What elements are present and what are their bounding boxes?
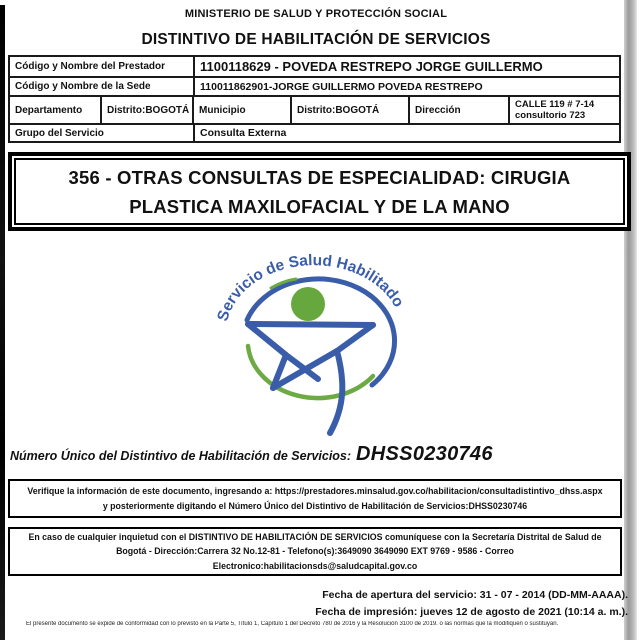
- scan-edge-left: [0, 5, 5, 640]
- direccion-value: [510, 97, 619, 123]
- sede-value: 110011862901-JORGE GUILLERMO POVEDA RESTREPO: [200, 80, 483, 93]
- direccion-value-line2: consultorio 723: [515, 110, 586, 121]
- provider-table: [8, 55, 621, 143]
- service-title-box: [8, 152, 631, 231]
- figure-arms-line: [248, 324, 373, 325]
- verify-line1: Verifique la información de este documento, ingresando a: https://prestadores.minsalud.gov.co/habilitacion/consultadistintivo_dhss.aspx: [27, 486, 603, 496]
- direccion-value-line1: CALLE 119 # 7-14: [515, 99, 595, 110]
- seal-arc-textpath: Servicio de Salud Habilitado: [214, 252, 407, 324]
- table-row-grupo: [10, 125, 619, 141]
- table-row-location: [10, 97, 619, 125]
- contact-box: [8, 527, 622, 576]
- verify-line2: y posteriormente digitando el Número Único del Distintivo de Habilitación de Servicios:DHSS0230746: [102, 500, 528, 511]
- departamento-value: Distrito:BOGOTÁ: [102, 97, 194, 123]
- service-title-line2: PLASTICA MAXILOFACIAL Y DE LA MANO: [129, 195, 510, 217]
- figure-right-shoulder: [337, 325, 373, 351]
- distinctive-number-value: DHSS0230746: [356, 443, 493, 465]
- verify-box: [8, 479, 622, 518]
- contact-line2: Bogotá - Dirección:Carrera 32 No.12-81 - Telefono(s):3649090 3649090 EXT 9769 - 9586 - Correo: [116, 546, 514, 557]
- document-title: DISTINTIVO DE HABILITACIÓN DE SERVICIOS: [141, 31, 491, 48]
- contact-line3: Electronico:habilitacionsds@saludcapital.gov.co: [212, 560, 418, 571]
- sede-label: Código y Nombre de la Sede: [10, 78, 195, 95]
- figure-head: [291, 287, 325, 321]
- print-date: Fecha de impresión: jueves 12 de agosto de 2021 (10:14 a. m.).: [315, 606, 628, 618]
- direccion-label: Dirección: [410, 97, 510, 123]
- distinctive-number-line: [10, 443, 493, 466]
- grupo-value: Consulta Externa: [200, 127, 287, 139]
- table-row-sede: [10, 78, 619, 97]
- habilitado-seal-logo: [195, 246, 445, 441]
- prestador-value: 1100118629 - POVEDA RESTREPO JORGE GUILLERMO: [200, 59, 543, 74]
- prestador-label: Código y Nombre del Prestador: [10, 57, 195, 76]
- contact-line1: En caso de cualquier inquietud con el DISTINTIVO DE HABILITACIÓN DE SERVICIOS comuníquese con la Secretaría Distrital de Salud de: [28, 531, 602, 542]
- service-title-inner-frame: [14, 158, 625, 225]
- service-open-date: Fecha de apertura del servicio: 31 - 07 - 2014 (DD-MM-AAAA).: [322, 589, 628, 601]
- municipio-value: Distrito:BOGOTÁ: [292, 97, 410, 123]
- figure-left-shoulder: [248, 324, 286, 355]
- service-title-line1: 356 - OTRAS CONSULTAS DE ESPECIALIDAD: CIRUGIA: [68, 166, 571, 188]
- distinctive-number-label: Número Único del Distintivo de Habilitación de Servicios:: [10, 449, 352, 463]
- departamento-label: Departamento: [10, 97, 102, 123]
- figure-tail-leg: [330, 351, 342, 433]
- scan-edge-right: [624, 0, 637, 640]
- table-row-prestador: [10, 57, 619, 78]
- ministry-title: MINISTERIO DE SALUD Y PROTECCIÓN SOCIAL: [184, 8, 448, 20]
- legal-footnote: El presente documento se expide de conformidad con lo previsto en la Parte 5, Título 1, Capítulo 1 del Decreto 780 de 2016 y la Resolución 3100 de 2019. o las normas que la modifiquen o sustituyan.: [26, 621, 559, 627]
- grupo-label: Grupo del Servicio: [10, 125, 195, 141]
- municipio-label: Municipio: [194, 97, 292, 123]
